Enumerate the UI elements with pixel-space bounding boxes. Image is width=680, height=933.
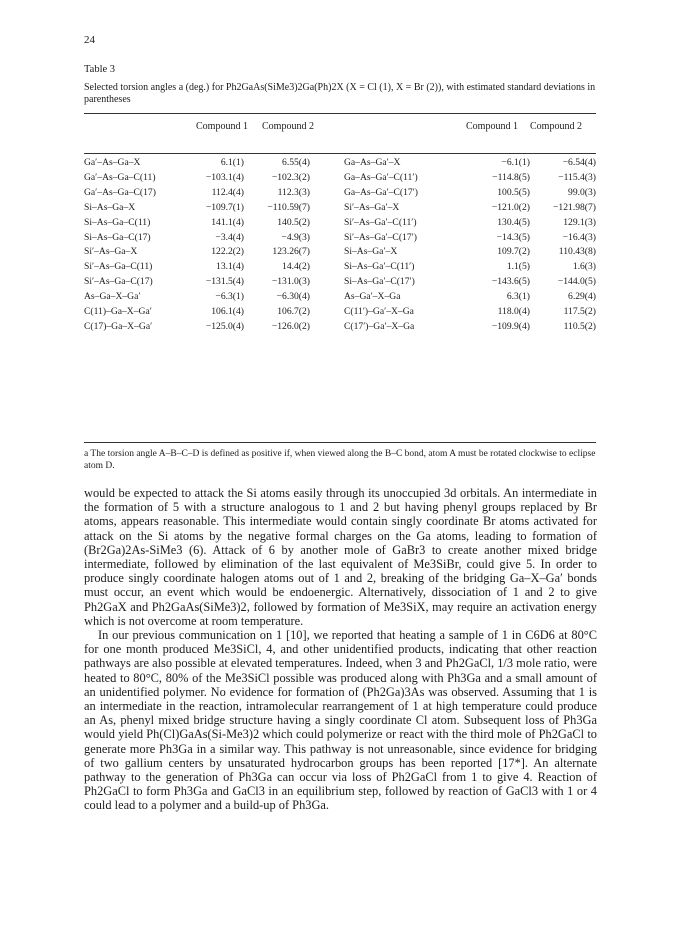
right-compound-1-value: 100.5(5) — [497, 186, 530, 198]
right-compound-1-value: 118.0(4) — [497, 306, 530, 318]
column-gap — [310, 156, 344, 171]
left-compound-2-value: −110.59(7) — [267, 201, 310, 213]
left-compound-2-value: −126.0(2) — [271, 320, 310, 332]
body-text — [84, 486, 597, 813]
table-row — [84, 260, 596, 275]
right-compound-1-value: 6.3(1) — [506, 291, 530, 303]
table-row — [84, 171, 596, 186]
left-compound-2-value: 123.26(7) — [272, 246, 310, 258]
table-row — [84, 201, 596, 216]
torsion-angle-table — [84, 156, 596, 335]
left-angle-label: As–Ga–X–Ga′ — [84, 291, 141, 303]
right-angle-label: Si′–As–Ga′–C(11′) — [344, 216, 417, 228]
left-compound-1-value: 13.1(4) — [216, 261, 244, 273]
left-angle-label: Si–As–Ga–C(11) — [84, 216, 151, 228]
left-angle-label: Si–As–Ga–X — [84, 201, 136, 213]
col-header-left-compound-2: Compound 2 — [262, 121, 314, 132]
right-compound-1-value: −114.8(5) — [492, 171, 530, 183]
column-gap — [310, 320, 344, 335]
table-bottom-rule — [84, 442, 596, 443]
table-row — [84, 231, 596, 246]
left-compound-2-value: 112.3(3) — [277, 186, 310, 198]
left-compound-2-value: −102.3(2) — [271, 171, 310, 183]
right-compound-2-value: −6.54(4) — [562, 157, 596, 168]
left-compound-2-value: −4.9(3) — [281, 231, 310, 243]
right-angle-label: Ga–As–Ga′–C(11′) — [344, 171, 418, 183]
left-compound-1-value: −103.1(4) — [205, 171, 244, 183]
left-angle-label: Ga′–As–Ga–X — [84, 157, 141, 168]
left-compound-1-value: −131.5(4) — [205, 276, 244, 288]
right-compound-1-value: 1.1(5) — [506, 261, 530, 273]
left-compound-1-value: 112.4(4) — [211, 186, 244, 198]
right-compound-2-value: 6.29(4) — [568, 291, 596, 303]
right-compound-2-value: 110.43(8) — [558, 246, 596, 258]
left-angle-label: Si–As–Ga–C(17) — [84, 231, 151, 243]
right-angle-label: As–Ga′–X–Ga — [344, 291, 401, 303]
right-compound-1-value: 130.4(5) — [497, 216, 530, 228]
left-angle-label: C(17)–Ga–X–Ga′ — [84, 320, 153, 332]
column-gap — [310, 290, 344, 305]
page-number: 24 — [84, 34, 95, 46]
table-row — [84, 305, 596, 320]
column-gap — [310, 201, 344, 216]
right-angle-label: Si′–As–Ga′–C(17′) — [344, 231, 417, 243]
right-compound-2-value: 1.6(3) — [572, 261, 596, 273]
left-compound-2-value: 106.7(2) — [277, 306, 310, 318]
right-angle-label: C(11′)–Ga′–X–Ga — [344, 306, 414, 318]
right-compound-1-value: −6.1(1) — [501, 157, 530, 168]
left-angle-label: Si′–As–Ga–X — [84, 246, 138, 258]
left-compound-2-value: −6.30(4) — [276, 291, 310, 303]
right-compound-2-value: −16.4(3) — [562, 231, 596, 243]
right-compound-2-value: −115.4(3) — [558, 171, 596, 183]
left-angle-label: Si′–As–Ga–C(17) — [84, 276, 153, 288]
column-gap — [310, 245, 344, 260]
table-row — [84, 156, 596, 171]
column-gap — [310, 231, 344, 246]
left-compound-2-value: −131.0(3) — [271, 276, 310, 288]
table-row — [84, 216, 596, 231]
table-row — [84, 290, 596, 305]
right-compound-2-value: −144.0(5) — [557, 276, 596, 288]
column-gap — [310, 171, 344, 186]
right-compound-1-value: 109.7(2) — [497, 246, 530, 258]
left-angle-label: C(11)–Ga–X–Ga′ — [84, 306, 152, 318]
col-header-right-compound-1: Compound 1 — [466, 121, 518, 132]
right-compound-2-value: 117.5(2) — [563, 306, 596, 318]
column-gap — [310, 216, 344, 231]
right-compound-1-value: −109.9(4) — [491, 320, 530, 332]
left-compound-1-value: −109.7(1) — [205, 201, 244, 213]
left-compound-1-value: 106.1(4) — [211, 306, 244, 318]
right-angle-label: Ga–As–Ga′–C(17′) — [344, 186, 419, 198]
table-row — [84, 320, 596, 335]
table-row — [84, 186, 596, 201]
right-compound-2-value: 129.1(3) — [563, 216, 596, 228]
right-compound-2-value: −121.98(7) — [553, 201, 596, 213]
right-angle-label: Si–As–Ga′–C(11′) — [344, 261, 415, 273]
left-compound-1-value: 6.1(1) — [220, 157, 244, 168]
left-compound-1-value: −3.4(4) — [215, 231, 244, 243]
col-header-right-compound-2: Compound 2 — [530, 121, 582, 132]
table-title: Table 3 — [84, 64, 116, 75]
column-gap — [310, 260, 344, 275]
left-compound-2-value: 6.55(4) — [282, 157, 310, 168]
right-compound-2-value: 99.0(3) — [568, 186, 596, 198]
column-gap — [310, 305, 344, 320]
right-angle-label: Si–As–Ga′–X — [344, 246, 398, 258]
table-footnote: a The torsion angle A–B–C–D is defined as positive if, when viewed along the B–C bond, atom A must be rotated clockwise to eclipse atom D. — [84, 449, 596, 471]
right-compound-2-value: 110.5(2) — [563, 320, 596, 332]
right-compound-1-value: −14.3(5) — [496, 231, 530, 243]
right-angle-label: Si′–As–Ga′–X — [344, 201, 400, 213]
left-angle-label: Ga′–As–Ga–C(11) — [84, 171, 156, 183]
left-compound-1-value: 141.1(4) — [211, 216, 244, 228]
paragraph-2: In our previous communication on 1 [10], we reported that heating a sample of 1 in C6D6 at 80°C for one month produced Me3SiCl, 4, and other unidentified products, indicating that other reaction pathways are also possible at elevated temperatures. Indeed, when 3 and Ph2GaCl, 1/3 mole ratio, were heated to 80°C, 80% of the Me3SiCl possible was produced along with Ph3Ga and a small amount of an unidentified polymer. No evidence for formation of (Ph2Ga)3As was observed. Assuming that 1 is an intermediate in the reaction, intramolecular rearrangement of 1 at high temperature could produce an As, phenyl mixed bridge structure having a singly coordinate Cl atom. Subsequent loss of Ph3Ga would yield Ph(Cl)GaAs(Si-Me3)2 which could polymerize or react with the third mole of Ph2GaCl to generate more Ph3Ga in a similar way. This pathway is not unreasonable, since evidence for bridging of two gallium centers by unsaturated hydrocarbon groups has been reported [17*]. An alternate pathway to the generation of Ph3Ga can occur via loss of Ph2GaCl from 1 to give 4. Reaction of Ph2GaCl to form Ph3Ga and GaCl3 in an equilibrium step, followed by reaction of GaCl3 with 1 or 4 could lead to a polymer and a build-up of Ph3Ga. — [84, 628, 598, 813]
right-compound-1-value: −143.6(5) — [491, 276, 530, 288]
left-compound-1-value: −6.3(1) — [215, 291, 244, 303]
column-gap — [310, 275, 344, 290]
right-angle-label: Ga–As–Ga′–X — [344, 157, 401, 168]
right-angle-label: C(17′)–Ga′–X–Ga — [344, 320, 415, 332]
column-gap — [310, 186, 344, 201]
left-compound-1-value: 122.2(2) — [211, 246, 244, 258]
right-angle-label: Si–As–Ga′–C(17′) — [344, 276, 415, 288]
right-compound-1-value: −121.0(2) — [491, 201, 530, 213]
left-compound-1-value: −125.0(4) — [205, 320, 244, 332]
table-caption: Selected torsion angles a (deg.) for Ph2GaAs(SiMe3)2Ga(Ph)2X (X = Cl (1), X = Br (2)), with estimated standard deviations in parentheses — [84, 82, 596, 105]
left-compound-2-value: 140.5(2) — [277, 216, 310, 228]
left-compound-2-value: 14.4(2) — [282, 261, 310, 273]
table-top-rule — [84, 113, 596, 114]
table-row — [84, 275, 596, 290]
table-row — [84, 245, 596, 260]
left-angle-label: Si′–As–Ga–C(11) — [84, 261, 153, 273]
left-angle-label: Ga′–As–Ga–C(17) — [84, 186, 156, 198]
col-header-left-compound-1: Compound 1 — [196, 121, 248, 132]
paragraph-1: would be expected to attack the Si atoms easily through its unoccupied 3d orbitals. An intermediate in the formation of 5 with a structure analogous to 1 and 2 but having phenyl groups replaced by Br atoms, appears reasonable. This intermediate would contain singly coordinate Br atoms activated for attack on the Si atoms by the negative formal charges on the Ga atoms, leading to formation of (Br2Ga)2As-SiMe3 (6). Attack of 6 by another mole of GaBr3 to create another mixed bridge intermediate, followed by elimination of the last equivalent of Me3SiBr, could give 5. In order to produce singly coordinate halogen atoms out of 1 and 2, breaking of the bridging Ga–X–Ga′ bonds must occur, an event which would be endoenergic. Alternatively, dissociation of 1 and 2 to give Ph2GaX and Ph2GaAs(SiMe3)2, followed by formation of Me3SiX, may require an activation energy which is not overcome at room temperature. — [84, 486, 597, 628]
table-header-rule — [84, 153, 596, 154]
